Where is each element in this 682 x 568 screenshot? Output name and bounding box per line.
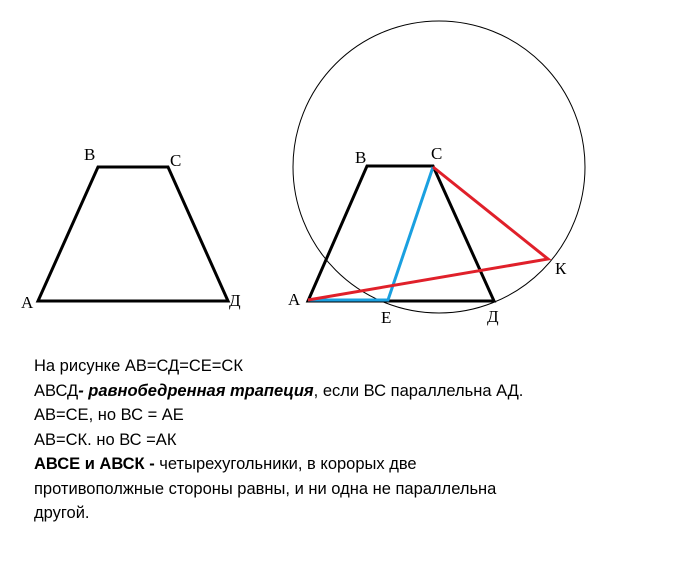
- label-E-right: Е: [381, 308, 392, 327]
- label-K-right: К: [555, 259, 567, 278]
- label-C-right: С: [431, 144, 443, 163]
- text-line-2-emphasis: - равнобедренная трапеция: [78, 381, 314, 400]
- label-A-left: А: [21, 293, 34, 312]
- trapezoid-abcd-right: [308, 166, 494, 301]
- text-line-1: На рисунке АВ=СД=СЕ=СК: [34, 357, 243, 375]
- text-line-2: [34, 379, 674, 404]
- label-D-right: Д: [487, 307, 499, 326]
- text-line-3: АВ=СЕ, но ВС = АЕ: [34, 406, 184, 424]
- text-line-7: другой.: [34, 504, 90, 522]
- text-line-5: [34, 452, 674, 477]
- segment-ak-ck-red: [308, 167, 548, 300]
- trapezoid-abcd-left: [38, 167, 228, 301]
- text-line-2-prefix: АВСД: [34, 381, 79, 400]
- circle-center-c: [293, 21, 585, 313]
- label-B-right: В: [355, 148, 367, 167]
- text-line-4: АВ=СК. но ВС =АК: [34, 430, 177, 449]
- text-line-6: противополжные стороны равны, и ни одна не параллельна: [34, 479, 497, 498]
- label-A-right: А: [288, 290, 301, 309]
- label-D-left: Д: [229, 291, 241, 310]
- text-line-5-rest: четырехугольники, в корорых две: [154, 455, 417, 473]
- label-B-left: В: [84, 145, 96, 164]
- text-line-5-bold: АВСЕ и АВСК -: [34, 455, 155, 473]
- segment-ae-ce-blue: [308, 167, 433, 300]
- text-line-2-suffix: , если ВС параллельна АД.: [313, 381, 524, 400]
- explanation-text: [34, 354, 674, 526]
- label-C-left: С: [170, 151, 182, 170]
